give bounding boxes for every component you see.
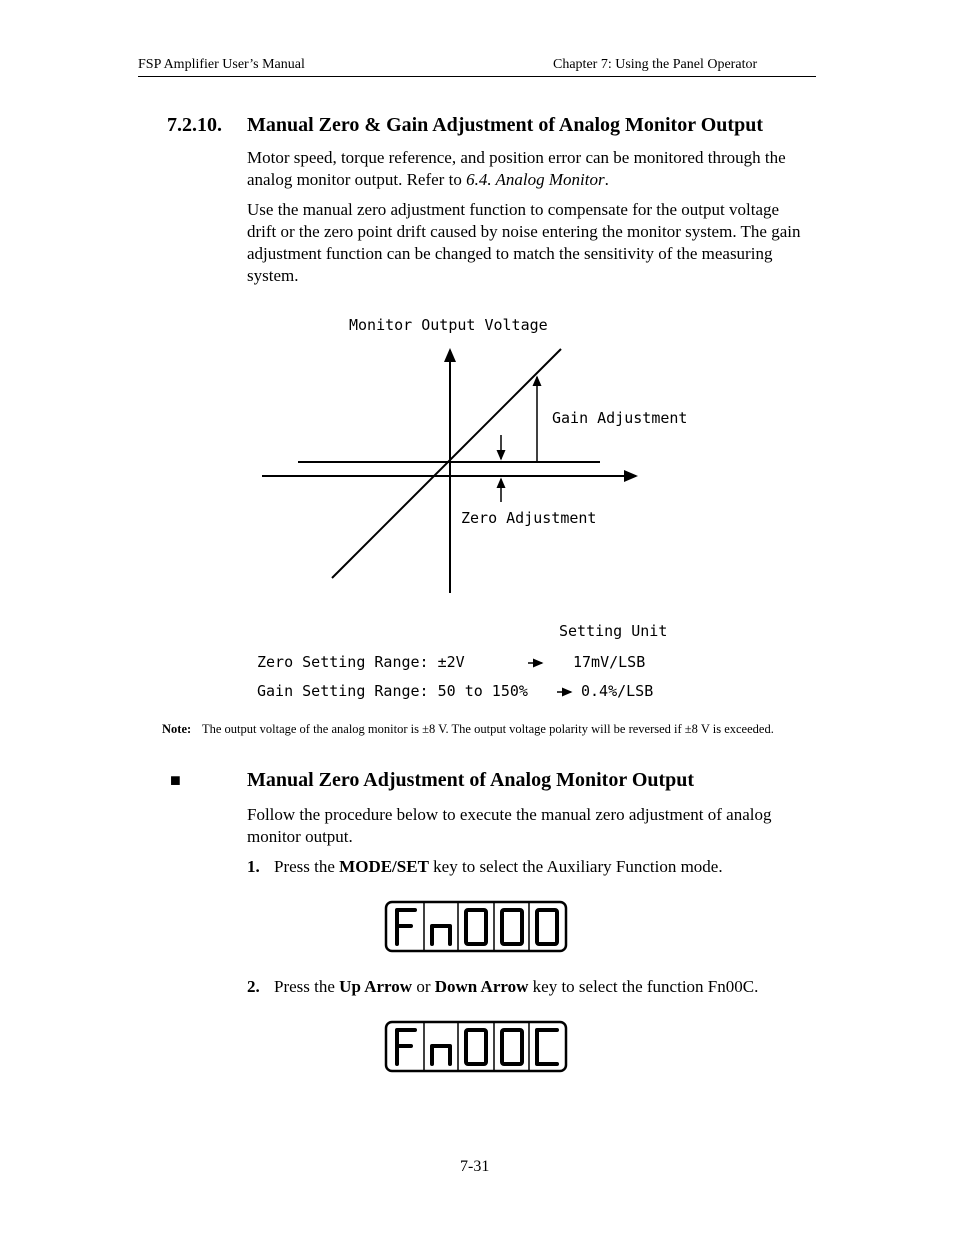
section-title: Manual Zero & Gain Adjustment of Analog Monitor Output <box>247 114 763 136</box>
adjustment-diagram <box>250 305 710 710</box>
panel-display-fn00c <box>384 1020 568 1073</box>
characteristic-line <box>332 349 561 578</box>
mode-set-key: MODE/SET <box>339 857 429 876</box>
header-rule <box>138 76 816 77</box>
y-axis-label: Monitor Output Voltage <box>349 316 548 334</box>
step-2-text: Press the Up Arrow or Down Arrow key to select the function Fn00C. <box>274 977 759 996</box>
section-paragraph-2: Use the manual zero adjustment function to compensate for the output voltage drift or the zero point drift caused by noise entering the monitor system. The gain adjustment function can be changed to match the sensitivity of the measuring system. <box>247 200 801 285</box>
zero-unit-text: 17mV/LSB <box>573 653 646 671</box>
header-manual-title: FSP Amplifier User’s Manual <box>138 57 305 72</box>
step-1-number: 1. <box>247 857 260 876</box>
header-chapter-title: Chapter 7: Using the Panel Operator <box>553 57 758 72</box>
down-arrow-key: Down Arrow <box>434 977 529 996</box>
bullet-square-icon: ■ <box>170 770 181 790</box>
panel-display-fn000 <box>384 900 568 953</box>
note-label: Note: <box>162 722 192 736</box>
zero-range-text: Zero Setting Range: ±2V <box>257 653 465 671</box>
subsection-intro: Follow the procedure below to execute the manual zero adjustment of analog monitor output. <box>247 805 772 846</box>
cross-reference: 6.4. Analog Monitor <box>466 170 605 189</box>
section-number: 7.2.10. <box>167 114 222 136</box>
gain-range-text: Gain Setting Range: 50 to 150% <box>257 682 528 700</box>
step-2-number: 2. <box>247 977 260 996</box>
step-1-text: Press the MODE/SET key to select the Auxiliary Function mode. <box>274 857 723 876</box>
subsection-title: Manual Zero Adjustment of Analog Monitor Output <box>247 769 695 791</box>
note-text: The output voltage of the analog monitor is ±8 V. The output voltage polarity will be reversed if ±8 V is exceeded. <box>202 722 774 736</box>
section-paragraph-1: Motor speed, torque reference, and position error can be monitored through the analog monitor output. Refer to 6.4. Analog Monitor. <box>247 148 786 189</box>
up-arrow-key: Up Arrow <box>339 977 413 996</box>
zero-label: Zero Adjustment <box>461 509 597 527</box>
setting-unit-heading: Setting Unit <box>559 622 668 640</box>
gain-unit-text: 0.4%/LSB <box>581 682 654 700</box>
gain-label: Gain Adjustment <box>552 409 688 427</box>
page-number: 7-31 <box>460 1158 490 1175</box>
